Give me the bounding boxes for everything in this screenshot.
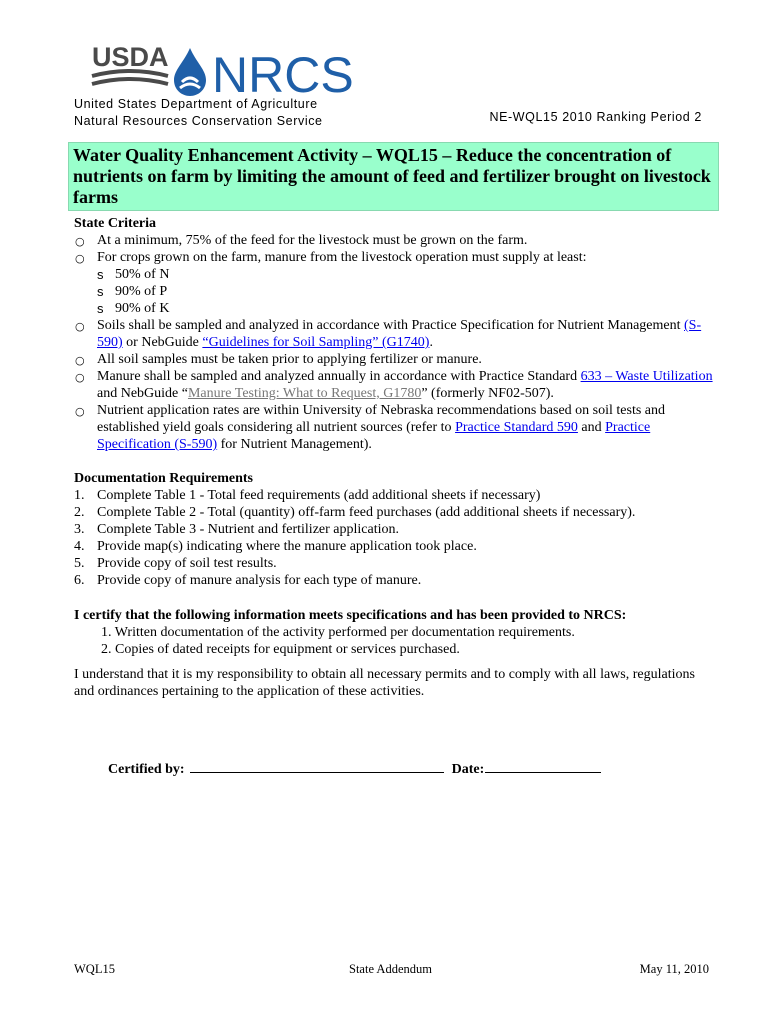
- item-text: Provide copy of manure analysis for each type of manure.: [97, 573, 422, 588]
- sub-item: [97, 266, 724, 283]
- agency-line-2: Natural Resources Conservation Service: [74, 114, 323, 128]
- item-text: Complete Table 2 - Total (quantity) off-farm feed purchases (add additional sheets if necessary).: [97, 505, 636, 520]
- criteria-text: Soils shall be sampled and analyzed in accordance with Practice Specification for Nutrient Management: [97, 318, 685, 333]
- item-text: Provide map(s) indicating where the manure application took place.: [97, 539, 477, 554]
- manure-testing-link[interactable]: Manure Testing: What to Request, G1780: [187, 386, 422, 401]
- documentation-item: [74, 521, 714, 538]
- certification-section: [74, 607, 714, 658]
- documentation-item: [74, 538, 714, 555]
- circle-bullet-icon: ○: [75, 405, 85, 418]
- certification-list: [74, 624, 714, 658]
- footer-left: WQL15: [74, 962, 115, 976]
- logo-nrcs-text: NRCS: [212, 47, 354, 103]
- documentation-list: [74, 487, 714, 589]
- logo-graphic: [92, 42, 354, 103]
- circle-bullet-icon: ○: [75, 252, 85, 265]
- criteria-item: [74, 249, 724, 317]
- certified-by-label: Certified by:: [108, 762, 185, 777]
- sub-item-text: 90% of K: [115, 301, 170, 316]
- documentation-item: [74, 487, 714, 504]
- circle-bullet-icon: ○: [75, 320, 85, 333]
- criteria-item: [74, 351, 724, 368]
- documentation-heading: Documentation Requirements: [74, 471, 254, 486]
- state-criteria-section: [74, 215, 724, 453]
- nutrient-sublist: [97, 266, 724, 317]
- agency-name: [74, 96, 323, 130]
- certification-item: 2. Copies of dated receipts for equipment or services purchased.: [101, 642, 460, 657]
- item-number: 5.: [74, 556, 85, 571]
- responsibility-statement: I understand that it is my responsibility to obtain all necessary permits and to comply with all laws, regulations and ordinances pertaining to the application of these activities.: [74, 667, 695, 699]
- practice-specification-s590-link[interactable]: Practice Specification (S-590): [97, 420, 651, 452]
- page-title: Water Quality Enhancement Activity – WQL15 – Reduce the concentration of nutrients on farm by limiting the amount of feed and fertilizer brought on livestock farms: [68, 142, 719, 211]
- criteria-item: [74, 402, 724, 453]
- item-text: Complete Table 3 - Nutrient and fertilizer application.: [97, 522, 399, 537]
- criteria-item: [74, 232, 724, 249]
- practice-standard-590-link[interactable]: Practice Standard 590: [455, 420, 578, 435]
- criteria-text: and: [577, 420, 606, 435]
- criteria-text: .: [429, 335, 433, 350]
- item-number: 6.: [74, 573, 85, 588]
- square-bullet-icon: s: [97, 267, 104, 282]
- state-criteria-list: [74, 232, 724, 453]
- criteria-text: For crops grown on the farm, manure from the livestock operation must supply at least:: [97, 250, 587, 265]
- state-criteria-heading: State Criteria: [74, 216, 157, 231]
- s590-link[interactable]: (S-590): [97, 318, 702, 350]
- sub-item: [97, 300, 724, 317]
- logo-usda-text: USDA: [92, 42, 169, 72]
- item-number: 1.: [74, 488, 85, 503]
- certification-item: 1. Written documentation of the activity performed per documentation requirements.: [101, 625, 575, 640]
- circle-bullet-icon: ○: [75, 235, 85, 248]
- criteria-item: [74, 317, 724, 351]
- square-bullet-icon: s: [97, 284, 104, 299]
- criteria-text: All soil samples must be taken prior to applying fertilizer or manure.: [97, 352, 482, 367]
- usda-nrcs-logo: [92, 42, 354, 103]
- certified-by-field[interactable]: [190, 759, 444, 773]
- sub-item-text: 90% of P: [115, 284, 168, 299]
- criteria-text: Manure shall be sampled and analyzed annually in accordance with Practice Standard: [97, 369, 581, 384]
- criteria-text: ” (formerly NF02-507).: [421, 386, 554, 401]
- ranking-period: NE-WQL15 2010 Ranking Period 2: [489, 110, 702, 124]
- documentation-item: [74, 572, 714, 589]
- agency-line-1: United States Department of Agriculture: [74, 97, 318, 111]
- criteria-text: and NebGuide “: [97, 386, 188, 401]
- square-bullet-icon: s: [97, 301, 104, 316]
- criteria-text: At a minimum, 75% of the feed for the livestock must be grown on the farm.: [97, 233, 528, 248]
- date-label: Date:: [451, 762, 485, 777]
- sub-item-text: 50% of N: [115, 267, 170, 282]
- soil-sampling-guide-link[interactable]: “Guidelines for Soil Sampling” (G1740): [202, 335, 430, 350]
- certification-heading: I certify that the following information meets specifications and has been provided to NRCS:: [74, 608, 627, 623]
- waste-utilization-link[interactable]: 633 – Waste Utilization: [580, 369, 713, 384]
- criteria-text: or NebGuide: [122, 335, 203, 350]
- item-number: 4.: [74, 539, 85, 554]
- item-text: Complete Table 1 - Total feed requirements (add additional sheets if necessary): [97, 488, 541, 503]
- date-field[interactable]: [485, 759, 601, 773]
- sub-item: [97, 283, 724, 300]
- circle-bullet-icon: ○: [75, 371, 85, 384]
- footer-center: State Addendum: [349, 962, 432, 976]
- documentation-item: [74, 555, 714, 572]
- item-number: 2.: [74, 505, 85, 520]
- criteria-text: Nutrient application rates are within University of Nebraska recommendations based on soil tests and established yield goals considering all nutrient sources (refer to: [97, 403, 666, 435]
- signature-block: [108, 759, 601, 778]
- item-number: 3.: [74, 522, 85, 537]
- documentation-item: [74, 504, 714, 521]
- item-text: Provide copy of soil test results.: [97, 556, 277, 571]
- footer-right: May 11, 2010: [639, 962, 709, 976]
- criteria-item: [74, 368, 724, 402]
- documentation-section: [74, 470, 714, 589]
- circle-bullet-icon: ○: [75, 354, 85, 367]
- criteria-text: for Nutrient Management).: [217, 437, 372, 452]
